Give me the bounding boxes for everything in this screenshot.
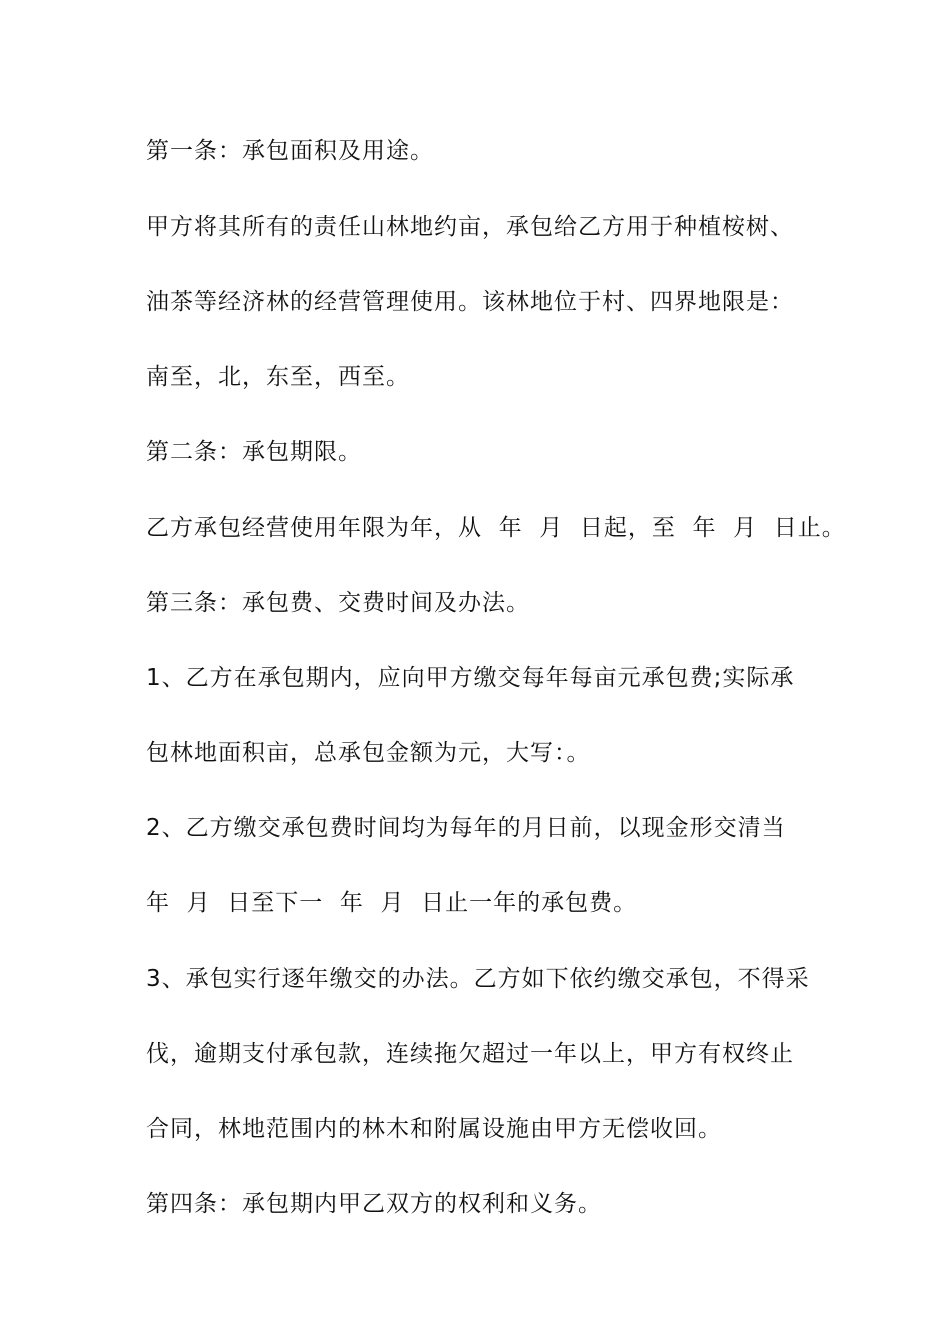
article-3-heading: 第三条：承包费、交费时间及办法。 <box>146 590 530 616</box>
article-1-heading: 第一条：承包面积及用途。 <box>146 138 434 164</box>
paragraph-line: 油茶等经济林的经营管理使用。该林地位于村、四界地限是： <box>146 289 794 315</box>
paragraph-line: 南至，北，东至，西至。 <box>146 364 410 390</box>
paragraph-line: 1、乙方在承包期内，应向甲方缴交每年每亩元承包费;实际承 <box>146 665 795 691</box>
article-2-heading: 第二条：承包期限。 <box>146 439 362 465</box>
paragraph-line: 乙方承包经营使用年限为年，从 年 月 日起，至 年 月 日止。 <box>146 515 846 541</box>
article-4-heading: 第四条：承包期内甲乙双方的权利和义务。 <box>146 1191 602 1217</box>
paragraph-line: 包林地面积亩，总承包金额为元，大写：。 <box>146 740 591 766</box>
paragraph-line: 3、承包实行逐年缴交的办法。乙方如下依约缴交承包，不得采 <box>146 966 810 992</box>
paragraph-line: 甲方将其所有的责任山林地约亩，承包给乙方用于种植桉树、 <box>146 214 794 240</box>
paragraph-line: 年 月 日至下一 年 月 日止一年的承包费。 <box>146 890 638 916</box>
paragraph-line: 2、乙方缴交承包费时间均为每年的月日前，以现金形交清当 <box>146 815 786 841</box>
paragraph-line: 合同，林地范围内的林木和附属设施由甲方无偿收回。 <box>146 1116 722 1142</box>
paragraph-line: 伐，逾期支付承包款，连续拖欠超过一年以上，甲方有权终止 <box>146 1041 794 1067</box>
